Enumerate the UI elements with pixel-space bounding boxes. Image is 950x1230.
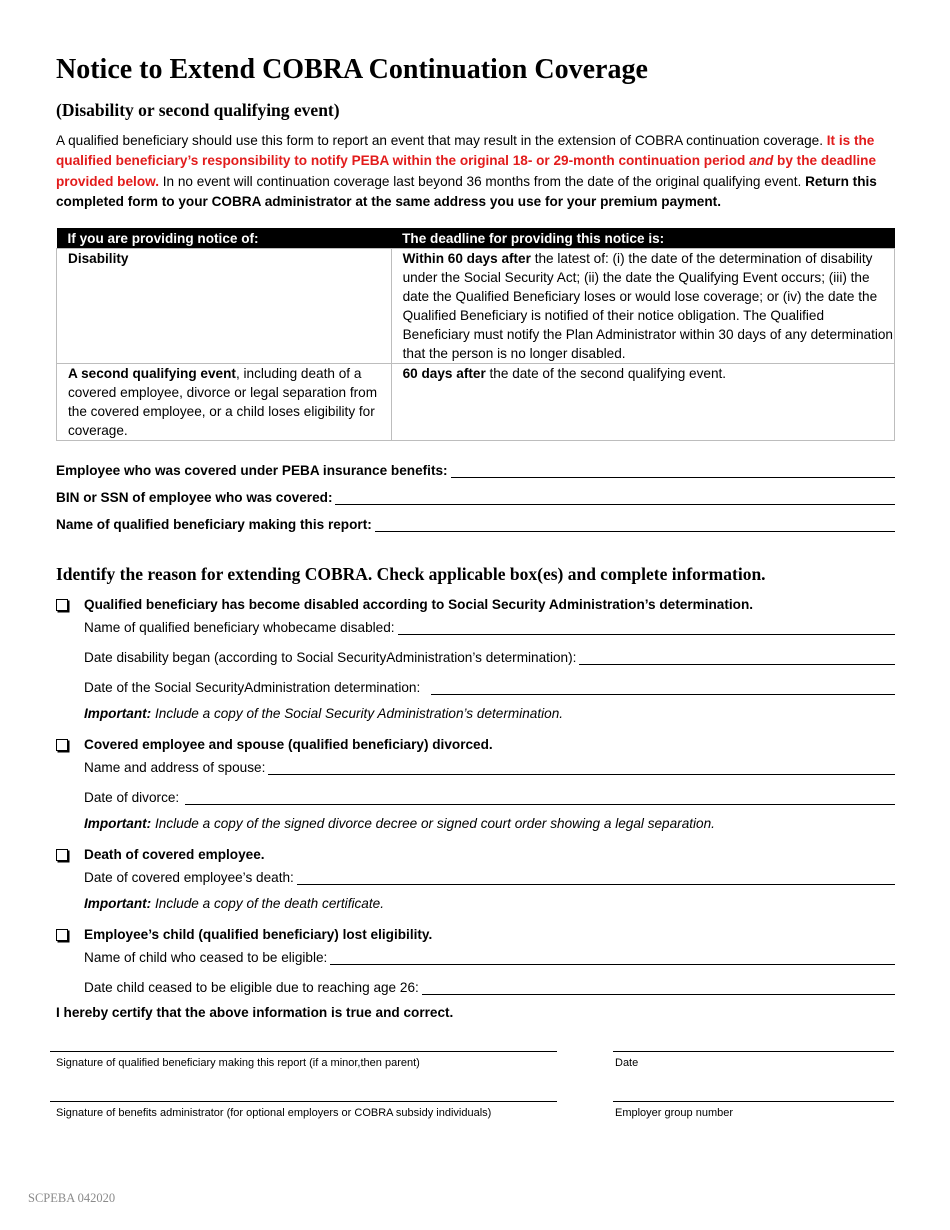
important-text: Include a copy of the signed divorce decree or signed court order showing a legal separation. [155,816,715,831]
divorce-date-label: Date of divorce: [84,790,180,805]
intro-return-instruction: Return this completed form to your COBRA administrator at the same address you use for your premium payment. [56,173,877,209]
bin-ssn-input[interactable] [335,490,895,505]
intro-red-1: It is the qualified beneficiary’s responsibility to notify PEBA within the original 18- or 29-month continuation period [56,133,875,169]
second-event-deadline-text: the date of the second qualifying event. [489,366,727,381]
child-checkbox[interactable] [56,929,68,941]
deadline-table-header [57,228,895,249]
important-label: Important: [84,896,152,911]
ssa-determination-label: Date of the Social SecurityAdministration determination: [84,680,421,695]
second-event-deadline-bold: 60 days after [402,366,486,381]
disabled-checkbox[interactable] [56,599,68,611]
employee-covered-label: Employee who was covered under PEBA insurance benefits: [56,463,448,478]
bin-ssn-label: BIN or SSN of employee who was covered: [56,490,333,505]
certification-statement: I hereby certify that the above information is true and correct. [56,1005,454,1020]
death-date-label: Date of covered employee’s death: [84,870,294,885]
table-row [57,249,895,364]
page-subtitle: (Disability or second qualifying event) [56,100,340,120]
employer-group-line[interactable] [613,1101,894,1102]
child-name-input[interactable] [330,950,895,965]
deadline-table [56,228,895,441]
disability-began-input[interactable] [579,650,895,665]
disability-label: Disability [68,251,129,266]
important-text: Include a copy of the Social Security Administration’s determination. [155,706,564,721]
row-disability-label [57,249,392,364]
divorce-important-note [84,816,715,831]
spouse-name-label: Name and address of spouse: [84,760,266,775]
header-notice-of: If you are providing notice of: [57,228,392,249]
death-date-field [84,865,895,885]
table-row [57,364,895,441]
employee-covered-field [56,458,895,478]
ssa-determination-input[interactable] [431,680,895,695]
divorce-checkbox[interactable] [56,739,68,751]
beneficiary-name-field [56,512,895,532]
divorce-date-input[interactable] [185,790,895,805]
section-heading: Identify the reason for extending COBRA. Check applicable box(es) and complete information. [56,564,766,584]
employer-group-caption: Employer group number [615,1107,734,1119]
administrator-signature-caption: Signature of benefits administrator (for optional employers or COBRA subsidy individuals) [56,1107,492,1119]
disabled-name-input[interactable] [398,620,895,635]
row-disability-deadline [391,249,894,364]
child-date-label: Date child ceased to be eligible due to reaching age 26: [84,980,419,995]
intro-red-and: and [749,153,774,169]
child-date-field [84,975,895,995]
intro-text-1: A qualified beneficiary should use this form to report an event that may result in the extension of COBRA continuation coverage. [56,133,823,148]
employee-covered-input[interactable] [451,463,895,478]
second-event-bold: A second qualifying event [68,366,236,381]
disability-deadline-bold: Within 60 days after [402,251,531,266]
important-text: Include a copy of the death certificate. [155,896,384,911]
disability-began-label: Date disability began (according to Social SecurityAdministration’s determination): [84,650,577,665]
header-deadline: The deadline for providing this notice is: [391,228,894,249]
intro-text-2: In no event will continuation coverage last beyond 36 months from the date of the original qualifying event. [162,173,802,189]
child-name-label: Name of child who ceased to be eligible: [84,950,328,965]
divorce-date-field [84,785,895,805]
death-important-note [84,896,384,911]
important-label: Important: [84,706,152,721]
bin-ssn-field [56,485,895,505]
date-caption: Date [615,1057,639,1069]
beneficiary-name-input[interactable] [375,517,895,532]
child-option-heading: Employee’s child (qualified beneficiary) lost eligibility. [84,927,433,942]
disability-deadline-text: the latest of: (i) the date of the determination of disability under the Social Security Act; (ii) the date the Qualifying Event occurs; (iii) the date the Qualified Beneficiary loses or would lose coverage; or (iv) the date the Qualified Beneficiary is notified of their notice obligation. The Qualified Beneficiary must notify the Plan Administrator within 30 days of any determination that the person is no longer disabled. [402,251,893,361]
disabled-important-note [84,706,563,721]
administrator-signature-line[interactable] [50,1101,557,1102]
intro-paragraph [56,131,906,212]
row-second-event-label [57,364,392,441]
disability-began-field [84,645,895,665]
child-name-field [84,945,895,965]
form-code-footer: SCPEBA 042020 [28,1191,116,1205]
page-title: Notice to Extend COBRA Continuation Coverage [56,54,648,85]
beneficiary-name-label: Name of qualified beneficiary making this report: [56,517,372,532]
beneficiary-signature-caption: Signature of qualified beneficiary making this report (if a minor,then parent) [56,1057,420,1069]
death-option-heading: Death of covered employee. [84,847,265,862]
divorce-option-heading: Covered employee and spouse (qualified beneficiary) divorced. [84,737,493,752]
row-second-event-deadline [391,364,894,441]
disabled-name-field [84,615,895,635]
death-checkbox[interactable] [56,849,68,861]
ssa-determination-field [84,675,895,695]
disabled-option-heading: Qualified beneficiary has become disabled according to Social Security Administration’s determination. [84,597,754,612]
date-signature-line[interactable] [613,1051,894,1052]
intro-red-2: by the deadline provided below. [56,153,876,189]
second-event-text: , including death of a covered employee, divorce or legal separation from the covered employee, or a child loses eligibility for coverage. [68,366,378,438]
important-label: Important: [84,816,152,831]
beneficiary-signature-line[interactable] [50,1051,557,1052]
spouse-name-field [84,755,895,775]
death-date-input[interactable] [297,870,895,885]
disabled-name-label: Name of qualified beneficiary whobecame disabled: [84,620,395,635]
child-date-input[interactable] [422,980,895,995]
spouse-name-input[interactable] [268,760,895,775]
